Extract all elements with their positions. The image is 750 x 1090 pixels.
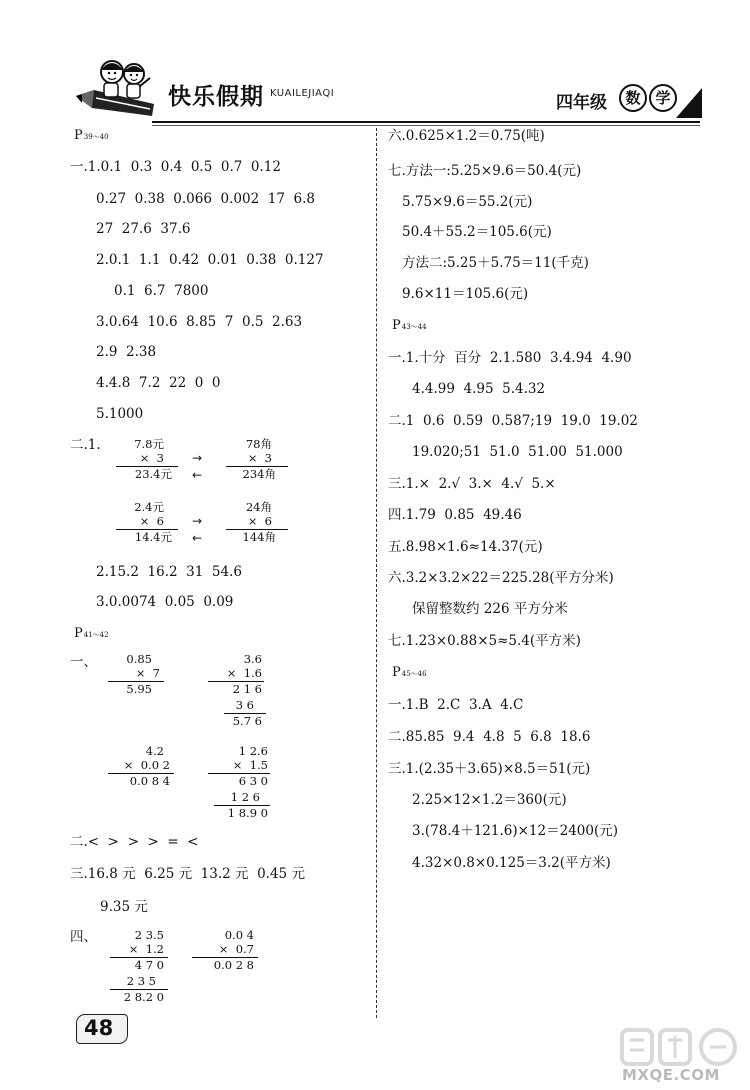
calc-partial: 3 6 bbox=[235, 698, 254, 712]
answer-line: 3.0.64 10.6 8.85 7 0.5 2.63 bbox=[96, 314, 303, 330]
answer-line: 三.16.8 元 6.25 元 13.2 元 0.45 元 bbox=[70, 866, 305, 882]
calc-0-04-x-0-7 bbox=[190, 928, 262, 976]
answer-line: 9.6×11＝105.6(元) bbox=[402, 286, 529, 302]
answer-line: 保留整数约 226 平方分米 bbox=[412, 601, 568, 617]
calc-23-5-x-1-2 bbox=[104, 928, 174, 1008]
arrow-right-icon: → bbox=[192, 451, 203, 465]
calc-24-jiao bbox=[216, 500, 288, 548]
answer-line: 4.4.99 4.95 5.4.32 bbox=[412, 381, 546, 397]
header-rule-thin bbox=[152, 125, 700, 126]
answer-line: 七.1.23×0.88×5≈5.4(平方米) bbox=[388, 633, 581, 649]
answer-line: 4.4.8 7.2 22 0 0 bbox=[96, 375, 221, 391]
calc-multiplier: × 1.5 bbox=[232, 758, 268, 772]
arrow-left-icon: ← bbox=[192, 468, 203, 482]
answer-line: 三.1.(2.35＋3.65)×8.5＝51(元) bbox=[388, 761, 591, 777]
answer-line: 四.1.79 0.85 49.46 bbox=[388, 507, 522, 523]
answer-line: 27 27.6 37.6 bbox=[96, 221, 191, 237]
answer-line: 二.85.85 9.4 4.8 5 6.8 18.6 bbox=[388, 729, 591, 745]
calc-multiplier: × 1.2 bbox=[128, 942, 164, 956]
calc-partial: 2 1 6 bbox=[232, 682, 262, 696]
answer-line: 二.1. bbox=[70, 437, 101, 453]
calc-multiplier: × 3 bbox=[247, 451, 272, 465]
answer-line: 5.75×9.6＝55.2(元) bbox=[402, 194, 533, 210]
calc-multiplier: × 6 bbox=[247, 514, 272, 528]
column-divider bbox=[376, 128, 377, 1018]
subject-char-1: 数 bbox=[619, 84, 647, 112]
calc-partial: 1 2 6 bbox=[230, 790, 260, 804]
answer-line: 一.1.B 2.C 3.A 4.C bbox=[388, 697, 524, 713]
calc-operand: 78角 bbox=[245, 437, 272, 451]
answer-line: 9.35 元 bbox=[100, 899, 148, 915]
arrow-right-icon: → bbox=[192, 514, 203, 528]
answer-line: 二.< > > > = < bbox=[70, 834, 199, 850]
answer-line: 七.方法一:5.25×9.6＝50.4(元) bbox=[388, 163, 582, 179]
page-number: 48 bbox=[84, 1016, 114, 1040]
answer-line: 2.9 2.38 bbox=[96, 344, 157, 360]
page-number-badge bbox=[76, 1014, 126, 1044]
logo-subtitle: KUAILEJIAQI bbox=[270, 88, 335, 99]
calc-operand: 2 3.5 bbox=[134, 928, 164, 942]
subject-char-2: 学 bbox=[649, 84, 677, 112]
calc-result: 23.4元 bbox=[134, 467, 172, 481]
arrow-left-icon: ← bbox=[192, 531, 203, 545]
answer-line: 四、 bbox=[70, 929, 97, 945]
calc-result: 144角 bbox=[242, 530, 276, 544]
calc-partial: 2 3 5 bbox=[126, 974, 156, 988]
answer-line: 3.0.0074 0.05 0.09 bbox=[96, 594, 234, 610]
calc-result: 234角 bbox=[242, 467, 276, 481]
calc-partial: 6 3 0 bbox=[238, 774, 268, 788]
calc-operand: 24角 bbox=[245, 500, 272, 514]
answer-line: 六.0.625×1.2＝0.75(吨) bbox=[388, 128, 545, 144]
answer-line: 三.1.× 2.√ 3.× 4.√ 5.× bbox=[388, 476, 556, 492]
answer-line: 50.4＋55.2＝105.6(元) bbox=[402, 224, 552, 240]
page-ref-43-44: P43～44 bbox=[392, 318, 427, 333]
answer-line: 2.15.2 16.2 31 54.6 bbox=[96, 564, 242, 580]
answer-line: 5.1000 bbox=[96, 406, 144, 422]
grade-label: 四年级 bbox=[556, 93, 607, 113]
calc-operand: 0.0 4 bbox=[224, 928, 254, 942]
header-rule bbox=[152, 121, 700, 123]
answer-line: 一.1.0.1 0.3 0.4 0.5 0.7 0.12 bbox=[70, 159, 281, 175]
header-wedge-decoration bbox=[676, 88, 702, 118]
page-ref-39-40: P39～40 bbox=[74, 128, 109, 143]
calc-operand: 3.6 bbox=[243, 652, 262, 666]
calc-12-6-x-1-5 bbox=[204, 744, 274, 822]
answer-line: 4.32×0.8×0.125＝3.2(平方米) bbox=[412, 855, 611, 871]
logo-title: 快乐假期 bbox=[168, 84, 264, 110]
answer-line: 二.1 0.6 0.59 0.587;19 19.0 19.02 bbox=[388, 413, 638, 429]
answer-line: 2.0.1 1.1 0.42 0.01 0.38 0.127 bbox=[96, 252, 324, 268]
calc-2-4-yuan bbox=[108, 500, 178, 548]
subject-badge bbox=[619, 84, 677, 112]
page-header bbox=[0, 0, 750, 130]
page-ref-41-42: P41～42 bbox=[74, 626, 109, 641]
kids-on-pencil-logo-icon bbox=[74, 56, 164, 122]
answer-line: 3.(78.4＋121.6)×12＝2400(元) bbox=[412, 823, 619, 839]
answer-line: 方法二:5.25＋5.75＝11(千克) bbox=[402, 255, 589, 271]
calc-result: 1 8.9 0 bbox=[227, 806, 268, 820]
answer-line: 五.8.98×1.6≈14.37(元) bbox=[388, 539, 543, 555]
watermark-url: MXQE.COM bbox=[622, 1066, 720, 1084]
calc-4-2-x-0-02 bbox=[104, 744, 176, 792]
calc-multiplier: × 0.7 bbox=[218, 942, 254, 956]
calc-78-jiao bbox=[216, 437, 288, 485]
calc-operand: 0.85 bbox=[126, 652, 152, 666]
answer-line: 一、 bbox=[70, 654, 97, 670]
calc-7-8-yuan bbox=[108, 437, 178, 485]
calc-0-85-x-7 bbox=[104, 652, 166, 700]
calc-multiplier: × 3 bbox=[139, 451, 164, 465]
answer-line: 19.020;51 51.0 51.00 51.000 bbox=[412, 444, 623, 460]
answer-line: 六.3.2×3.2×22＝225.28(平方分米) bbox=[388, 570, 614, 586]
calc-operand: 7.8元 bbox=[134, 437, 164, 451]
answer-line: 2.25×12×1.2＝360(元) bbox=[412, 792, 567, 808]
answer-line: 0.1 6.7 7800 bbox=[114, 283, 209, 299]
calc-result: 0.0 2 8 bbox=[213, 958, 254, 972]
calc-result: 0.0 8 4 bbox=[129, 774, 170, 788]
calc-multiplier: × 6 bbox=[139, 514, 164, 528]
calc-partial: 4 7 0 bbox=[134, 958, 164, 972]
calc-operand: 4.2 bbox=[145, 744, 164, 758]
calc-result: 2 8.2 0 bbox=[123, 990, 164, 1004]
calc-multiplier: × 0.0 2 bbox=[123, 758, 170, 772]
calc-3-6-x-1-6 bbox=[204, 652, 270, 728]
page-ref-45-46: P45～46 bbox=[392, 665, 427, 680]
calc-result: 5.7 6 bbox=[232, 714, 262, 728]
answer-line: 一.1.十分 百分 2.1.580 3.4.94 4.90 bbox=[388, 350, 632, 366]
calc-multiplier: × 7 bbox=[135, 666, 160, 680]
calc-multiplier: × 1.6 bbox=[226, 666, 262, 680]
calc-result: 5.95 bbox=[126, 682, 152, 696]
answer-line: 0.27 0.38 0.066 0.002 17 6.8 bbox=[96, 191, 315, 207]
calc-operand: 1 2.6 bbox=[238, 744, 268, 758]
calc-operand: 2.4元 bbox=[134, 500, 164, 514]
calc-result: 14.4元 bbox=[134, 530, 172, 544]
